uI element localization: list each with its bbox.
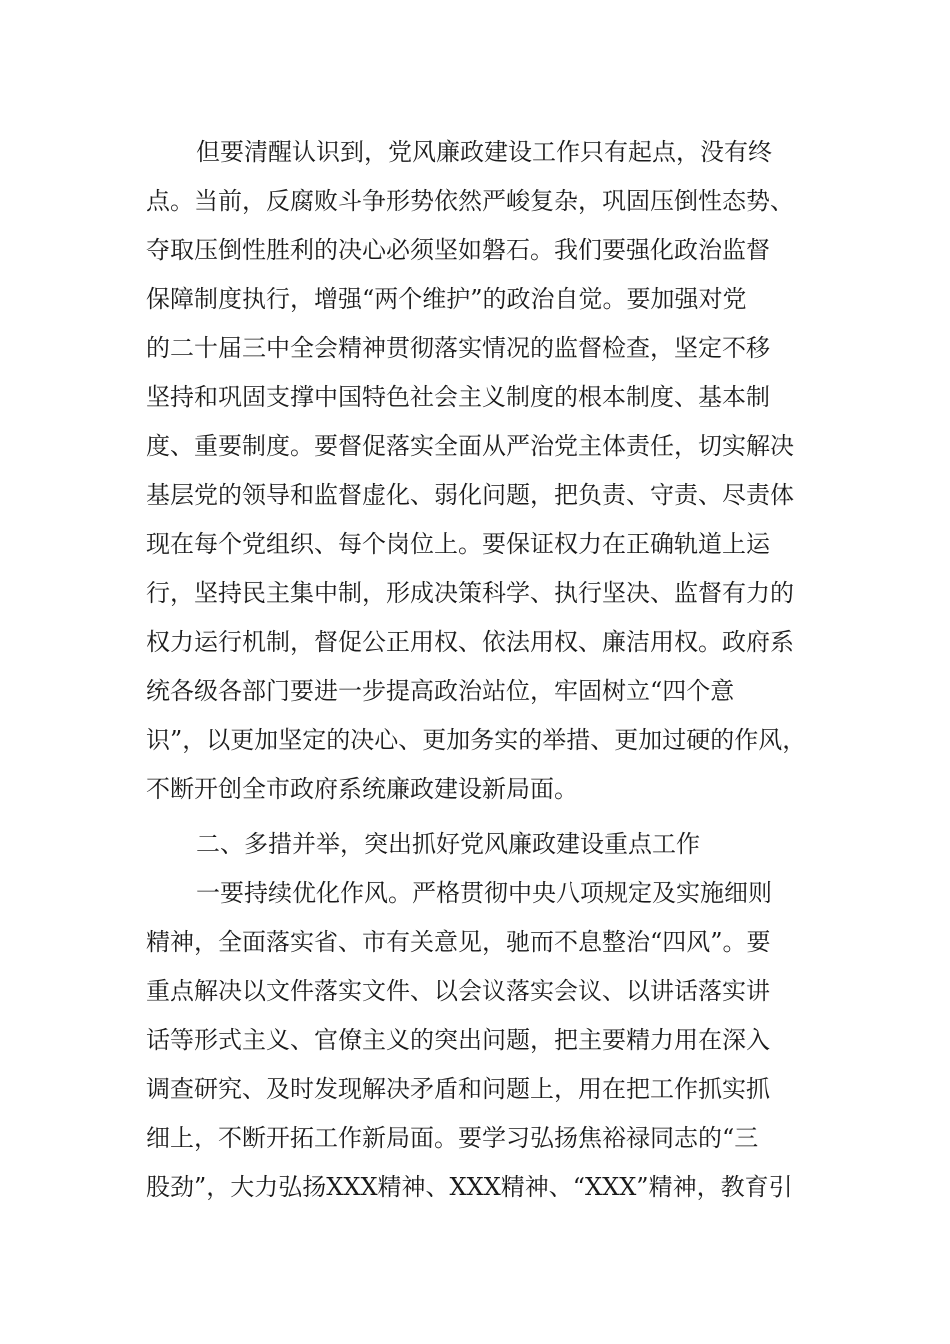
section-heading: 二、多措并举，突出抓好党风廉政建设重点工作 <box>196 830 700 858</box>
paragraph-line: 统各级各部门要进一步提高政治站位，牢固树立“四个意 <box>146 677 735 705</box>
paragraph-line: 点。当前，反腐败斗争形势依然严峻复杂，巩固压倒性态势、 <box>146 187 794 215</box>
paragraph-line: 调查研究、及时发现解决矛盾和问题上，用在把工作抓实抓 <box>146 1075 770 1103</box>
paragraph-line: 不断开创全市政府系统廉政建设新局面。 <box>146 775 578 803</box>
paragraph-line: 基层党的领导和监督虚化、弱化问题，把负责、守责、尽责体 <box>146 481 794 509</box>
paragraph-line: 重点解决以文件落实文件、以会议落实会议、以讲话落实讲 <box>146 977 770 1005</box>
paragraph-line: 度、重要制度。要督促落实全面从严治党主体责任，切实解决 <box>146 432 794 460</box>
paragraph-line: 识”，以更加坚定的决心、更加务实的举措、更加过硬的作风， <box>146 726 807 754</box>
paragraph-line: 话等形式主义、官僚主义的突出问题，把主要精力用在深入 <box>146 1026 770 1054</box>
paragraph-line: 细上，不断开拓工作新局面。要学习弘扬焦裕禄同志的“三 <box>146 1124 759 1152</box>
paragraph-line: 一要持续优化作风。严格贯彻中央八项规定及实施细则 <box>196 879 772 907</box>
paragraph-line: 但要清醒认识到，党风廉政建设工作只有起点，没有终 <box>196 138 772 166</box>
paragraph-line: 现在每个党组织、每个岗位上。要保证权力在正确轨道上运 <box>146 530 770 558</box>
paragraph-line: 坚持和巩固支撑中国特色社会主义制度的根本制度、基本制 <box>146 383 770 411</box>
paragraph-line: 股劲”，大力弘扬XXX精神、XXX精神、“XXX”精神，教育引 <box>146 1173 793 1201</box>
paragraph-line: 行，坚持民主集中制，形成决策科学、执行坚决、监督有力的 <box>146 579 794 607</box>
paragraph-line: 精神，全面落实省、市有关意见，驰而不息整治“四风”。要 <box>146 928 771 956</box>
paragraph-line: 保障制度执行，增强“两个维护”的政治自觉。要加强对党 <box>146 285 747 313</box>
paragraph-line: 夺取压倒性胜利的决心必须坚如磐石。我们要强化政治监督 <box>146 236 770 264</box>
paragraph-line: 的二十届三中全会精神贯彻落实情况的监督检查，坚定不移 <box>146 334 770 362</box>
paragraph-line: 权力运行机制，督促公正用权、依法用权、廉洁用权。政府系 <box>146 628 794 656</box>
